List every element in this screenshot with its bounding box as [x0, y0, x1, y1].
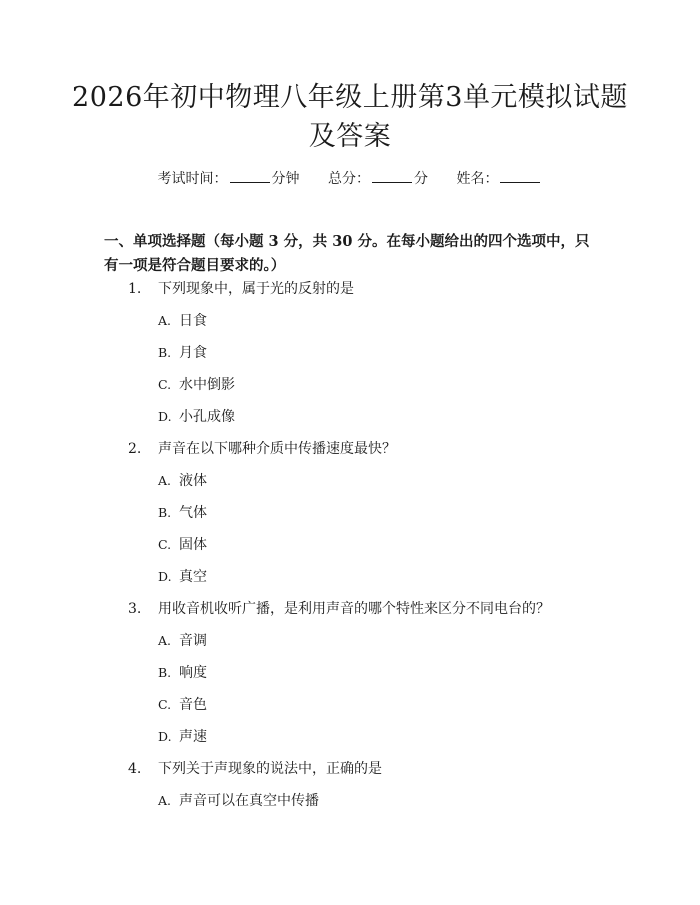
question-number: 2. [128, 441, 142, 457]
student-name-field [456, 168, 542, 189]
option-letter: D. [158, 729, 172, 744]
question-number: 4. [128, 761, 142, 777]
option-text: 日食 [179, 313, 207, 329]
option-item [0, 407, 700, 439]
option-text: 真空 [179, 569, 207, 585]
option-item [0, 535, 700, 567]
student-name-label: 姓名： [456, 171, 499, 187]
question-text: 声音在以下哪种介质中传播速度最快？ [158, 441, 396, 457]
option-letter: C. [158, 697, 172, 712]
question-item [0, 599, 700, 759]
total-score-blank [372, 168, 412, 183]
option-item [0, 311, 700, 343]
total-score-unit: 分 [414, 171, 428, 187]
option-letter: D. [158, 569, 172, 584]
option-text: 声速 [179, 729, 207, 745]
option-item [0, 343, 700, 375]
exam-meta [0, 168, 700, 189]
option-text: 响度 [179, 665, 207, 681]
student-name-blank [500, 168, 540, 183]
option-text: 固体 [179, 537, 207, 553]
exam-time-label: 考试时间： [157, 171, 228, 187]
option-list [0, 631, 700, 759]
question-text: 下列现象中，属于光的反射的是 [158, 281, 354, 297]
option-text: 水中倒影 [179, 377, 235, 393]
question-item [0, 279, 700, 439]
option-item [0, 791, 700, 823]
exam-time-blank [230, 168, 270, 183]
question-stem [0, 599, 700, 631]
question-text: 下列关于声现象的说法中，正确的是 [158, 761, 382, 777]
option-item [0, 503, 700, 535]
option-letter: A. [158, 793, 172, 808]
option-item [0, 375, 700, 407]
option-letter: C. [158, 377, 172, 392]
question-item [0, 759, 700, 823]
question-number: 1. [128, 281, 142, 297]
section-heading: 一、单项选择题（每小题 3 分，共 30 分。在每小题给出的四个选项中，只有一项是符合题目要求的。） [104, 233, 590, 274]
question-list [0, 279, 700, 823]
option-item [0, 663, 700, 695]
option-text: 音调 [179, 633, 207, 649]
question-text: 用收音机收听广播，是利用声音的哪个特性来区分不同电台的？ [158, 601, 550, 617]
option-letter: C. [158, 537, 172, 552]
option-text: 声音可以在真空中传播 [179, 793, 319, 809]
total-score-label: 总分： [328, 171, 370, 187]
option-text: 小孔成像 [179, 409, 235, 425]
option-letter: B. [158, 505, 172, 520]
question-number: 3. [128, 601, 142, 617]
option-letter: A. [158, 633, 172, 648]
question-stem [0, 759, 700, 791]
question-stem [0, 279, 700, 311]
question-stem [0, 439, 700, 471]
question-item [0, 439, 700, 599]
option-item [0, 727, 700, 759]
option-list [0, 311, 700, 439]
total-score-field [328, 168, 428, 189]
option-letter: A. [158, 473, 172, 488]
exam-title: 2026年初中物理八年级上册第3单元模拟试题及答案 [72, 82, 628, 152]
option-item [0, 695, 700, 727]
option-letter: A. [158, 313, 172, 328]
option-item [0, 631, 700, 663]
option-text: 液体 [179, 473, 207, 489]
option-text: 音色 [179, 697, 207, 713]
option-letter: D. [158, 409, 172, 424]
option-letter: B. [158, 345, 172, 360]
option-text: 气体 [179, 505, 207, 521]
option-text: 月食 [179, 345, 207, 361]
option-letter: B. [158, 665, 172, 680]
option-list [0, 471, 700, 599]
option-item [0, 567, 700, 599]
exam-time-field [158, 168, 300, 189]
exam-time-unit: 分钟 [271, 171, 300, 187]
option-item [0, 471, 700, 503]
option-list [0, 791, 700, 823]
